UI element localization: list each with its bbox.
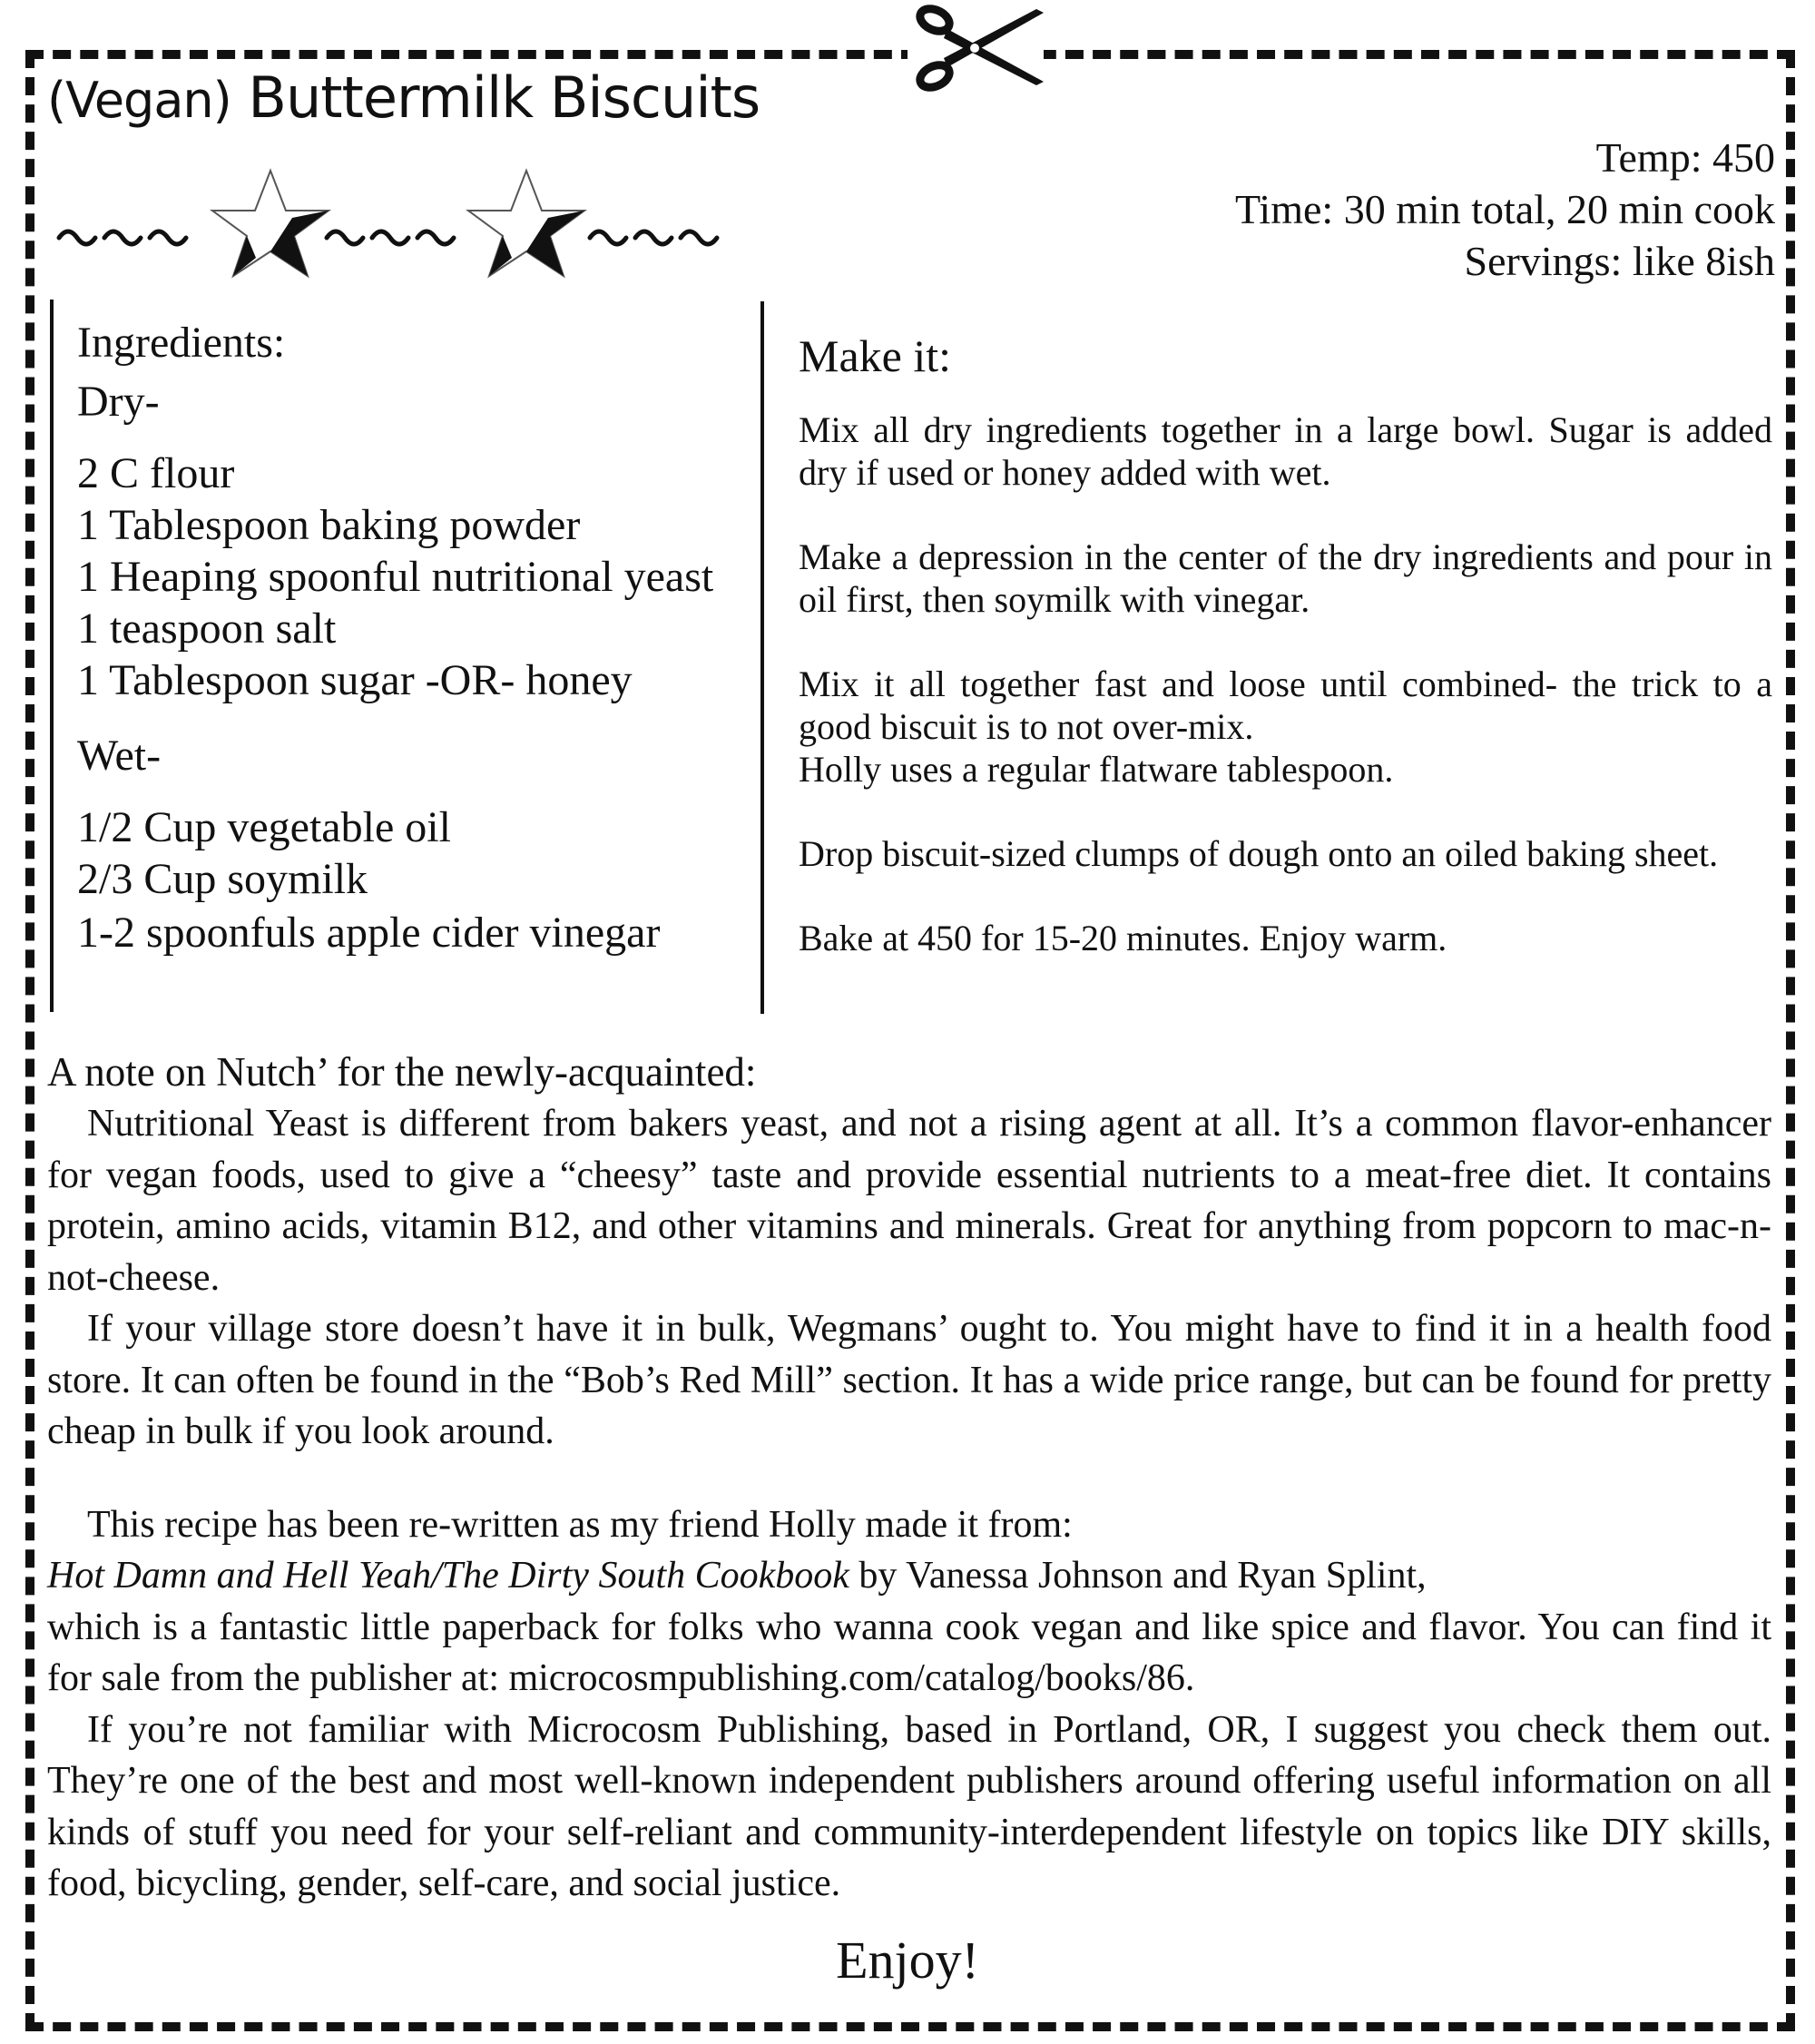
tilde-icon	[372, 231, 408, 244]
time: Time: 30 min total, 20 min cook	[1234, 186, 1775, 232]
nutch-note	[47, 1046, 1771, 1910]
title-prefix: (Vegan)	[47, 72, 231, 129]
wet-heading: Wet-	[77, 732, 162, 780]
book-citation	[47, 1550, 1771, 1602]
method-step: Mix all dry ingredients together in a large bowl. Sugar is added dry if used or honey added with wet.	[799, 409, 1772, 493]
scissors-icon	[908, 2, 1044, 93]
note-paragraph: If you’re not familiar with Microcosm Publishing, based in Portland, OR, I suggest you check them out. They’re one of the best and most well-known independent publishers around offering useful information on all kinds of stuff you need for your self-reliant and community-interdependent lifestyle on topics like DIY skills, food, bicycling, gender, self-care, and social justice.	[47, 1708, 1771, 1904]
method-step: Make a depression in the center of the dry ingredients and pour in oil first, then soymilk with vinegar.	[799, 536, 1772, 620]
decorative-divider	[54, 163, 771, 281]
note-paragraph: If your village store doesn’t have it in bulk, Wegmans’ ought to. You might have to find it in a health food store. It can often be found in the “Bob’s Red Mill” section. It has a wide price range, but can be found for pretty cheap in bulk if you look around.	[47, 1308, 1771, 1452]
method-step: Drop biscuit-sized clumps of dough onto an oiled baking sheet.	[799, 833, 1719, 874]
book-title: Hot Damn and Hell Yeah/The Dirty South Cookbook	[47, 1555, 849, 1597]
title-main: Buttermilk Biscuits	[248, 64, 760, 131]
ingredients-rule	[50, 300, 54, 1012]
closing-text: Enjoy!	[836, 1931, 979, 1990]
tilde-icon	[59, 231, 95, 244]
note-paragraph: which is a fantastic little paperback for folks who wanna cook vegan and like spice and flavor. You can find it for sale from the publisher at: microcosmpublishing.com/catalog/books/86.	[47, 1606, 1771, 1699]
tilde-icon	[104, 231, 141, 244]
ingredient-item: 1 Tablespoon baking powder	[77, 501, 581, 549]
book-authors: by Vanessa Johnson and Ryan Splint,	[849, 1555, 1427, 1597]
method-step: Mix it all together fast and loose until combined- the trick to a good biscuit is to not over-mix.	[799, 663, 1772, 747]
servings: Servings: like 8ish	[1464, 238, 1775, 284]
note-paragraph: This recipe has been re-written as my friend Holly made it from:	[87, 1503, 1073, 1546]
star-icon	[212, 171, 329, 276]
method-step: Holly uses a regular flatware tablespoon.	[799, 749, 1394, 790]
method-step: Bake at 450 for 15-20 minutes. Enjoy warm.	[799, 918, 1447, 958]
ingredient-item: 1 Tablespoon sugar -OR- honey	[77, 656, 633, 704]
ingredient-item: 2/3 Cup soymilk	[77, 855, 368, 903]
column-divider	[760, 301, 764, 1014]
dry-heading: Dry-	[77, 378, 160, 426]
tilde-icon	[635, 231, 672, 244]
recipe-meta	[1235, 132, 1775, 287]
tilde-icon	[417, 231, 454, 244]
ingredient-item: 1-2 spoonfuls apple cider vinegar	[77, 909, 661, 957]
tilde-icon	[150, 231, 186, 244]
note-paragraph: Nutritional Yeast is different from bakers yeast, and not a rising agent at all. It’s a common flavor-enhancer for vegan foods, used to give a “cheesy” taste and provide essential nutrients to a meat-free diet. It contains protein, amino acids, vitamin B12, and other vitamins and minerals. Great for anything from popcorn to mac-n-not-cheese.	[47, 1103, 1771, 1299]
ingredient-item: 1 Heaping spoonful nutritional yeast	[77, 553, 714, 601]
method-column	[799, 322, 1772, 1001]
tilde-icon	[327, 231, 363, 244]
ingredient-item: 1/2 Cup vegetable oil	[77, 803, 451, 851]
tilde-icon	[681, 231, 717, 244]
star-icon	[468, 171, 584, 276]
recipe-title	[47, 62, 760, 137]
method-heading: Make it:	[799, 330, 952, 381]
tilde-icon	[590, 231, 626, 244]
ingredients-heading: Ingredients:	[77, 319, 286, 367]
note-heading: A note on Nutch’ for the newly-acquainted:	[47, 1049, 757, 1095]
temp: Temp: 450	[1595, 134, 1775, 181]
ingredient-item: 2 C flour	[77, 449, 235, 497]
ingredient-item: 1 teaspoon salt	[77, 604, 337, 653]
ingredients-column	[77, 313, 758, 961]
